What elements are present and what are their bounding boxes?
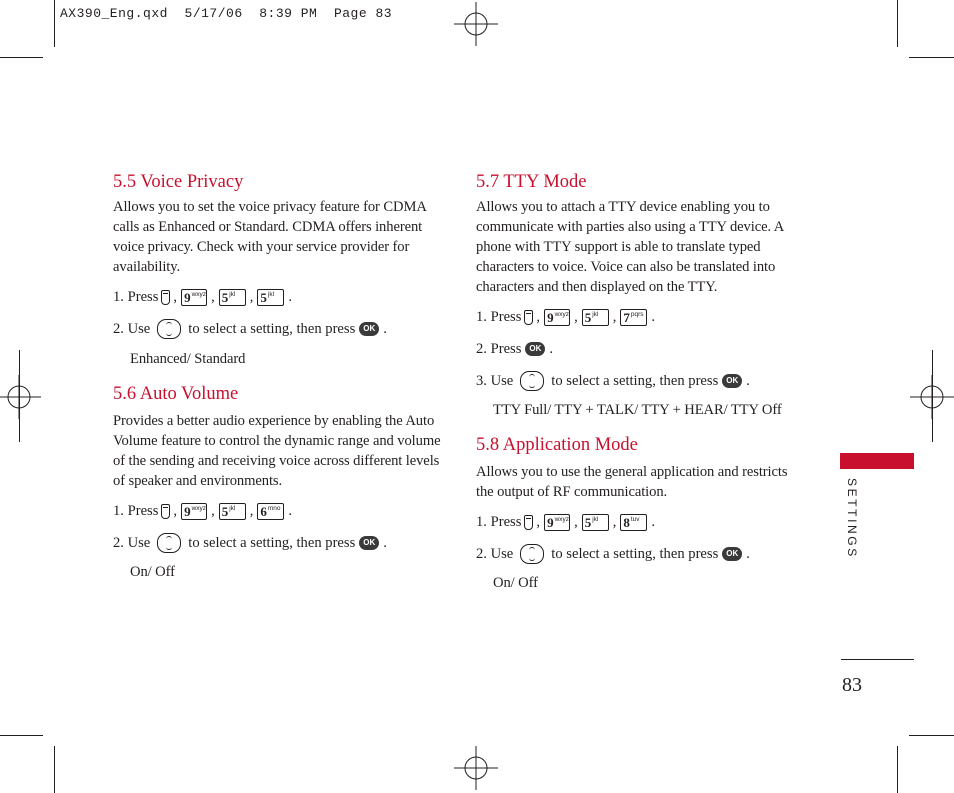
navigation-key-icon <box>157 533 181 553</box>
ok-key-icon: OK <box>359 536 379 550</box>
section-title-auto-volume: 5.6 Auto Volume <box>113 384 239 404</box>
registration-tick <box>932 350 933 442</box>
application-mode-step-2: 2. Use to select a setting, then press OK . <box>476 546 750 562</box>
crop-mark <box>897 0 898 47</box>
auto-volume-step-1: 1. Press , 9 wxyz , 5 jkl , 6 mno . <box>113 503 293 519</box>
key-9-icon: 9 wxyz <box>181 503 207 520</box>
left-column <box>113 170 443 582</box>
registration-tick <box>19 350 20 442</box>
registration-mark-top <box>454 2 498 46</box>
application-mode-description: Allows you to use the general application and restricts the output of RF communication. <box>476 464 788 500</box>
soft-key-icon <box>161 290 170 305</box>
step-label: 1. Press <box>476 514 522 530</box>
application-mode-step-1: 1. Press , 9 wxyz , 5 jkl , 8 tuv . <box>476 514 656 530</box>
step-label: 1. Press <box>113 289 159 305</box>
crop-mark <box>0 735 43 736</box>
step-label: 2. Press <box>476 341 522 357</box>
registration-mark-left <box>0 375 41 419</box>
navigation-key-icon <box>157 319 181 339</box>
key-9-icon: 9 wxyz <box>544 309 570 326</box>
print-slug: AX390_Eng.qxd 5/17/06 8:39 PM Page 83 <box>60 6 393 21</box>
crop-mark <box>0 57 43 58</box>
key-5-icon: 5 jkl <box>257 289 284 306</box>
application-mode-options: On/ Off <box>493 575 538 591</box>
key-8-icon: 8 tuv <box>620 514 647 531</box>
section-title-voice-privacy: 5.5 Voice Privacy <box>113 172 244 192</box>
section-title-tty-mode: 5.7 TTY Mode <box>476 172 587 192</box>
soft-key-icon <box>161 504 170 519</box>
page-number-rule <box>841 659 914 660</box>
registration-mark-bottom <box>454 746 498 790</box>
key-5-icon: 5 jkl <box>219 503 246 520</box>
tty-mode-step-1: 1. Press , 9 wxyz , 5 jkl , 7 pqrs . <box>476 309 656 325</box>
navigation-key-icon <box>520 371 544 391</box>
ok-key-icon: OK <box>722 374 742 388</box>
key-5-icon: 5 jkl <box>582 514 609 531</box>
step-label: 2. Use <box>113 535 151 551</box>
tty-mode-step-2: 2. Press OK . <box>476 341 554 357</box>
crop-mark <box>54 746 55 793</box>
crop-mark <box>909 57 954 58</box>
crop-mark <box>54 0 55 47</box>
navigation-key-icon <box>520 544 544 564</box>
tty-mode-options: TTY Full/ TTY + TALK/ TTY + HEAR/ TTY Off <box>493 402 782 418</box>
key-9-icon: 9 wxyz <box>181 289 207 306</box>
step-label: 3. Use <box>476 373 514 389</box>
auto-volume-step-2: 2. Use to select a setting, then press OK . <box>113 535 387 551</box>
voice-privacy-options: Enhanced/ Standard <box>130 351 246 367</box>
step-text: to select a setting, then press <box>188 321 356 337</box>
soft-key-icon <box>524 515 533 530</box>
voice-privacy-step-1: 1. Press , 9 wxyz , 5 jkl , 5 jkl . <box>113 289 293 305</box>
soft-key-icon <box>524 310 533 325</box>
ok-key-icon: OK <box>722 547 742 561</box>
crop-mark <box>909 735 954 736</box>
tty-mode-step-3: 3. Use to select a setting, then press OK . <box>476 373 750 389</box>
ok-key-icon: OK <box>359 322 379 336</box>
key-9-icon: 9 wxyz <box>544 514 570 531</box>
step-text: to select a setting, then press <box>188 535 356 551</box>
auto-volume-options: On/ Off <box>130 564 175 580</box>
key-7-icon: 7 pqrs <box>620 309 647 326</box>
chapter-label: SETTINGS <box>845 478 859 559</box>
voice-privacy-description: Allows you to set the voice privacy feature for CDMA calls as Enhanced or Standard. CDMA offers inherent voice privacy. Check with your service provider for availability. <box>113 199 426 275</box>
section-title-application-mode: 5.8 Application Mode <box>476 435 638 455</box>
key-5-icon: 5 jkl <box>219 289 246 306</box>
voice-privacy-step-2: 2. Use to select a setting, then press OK . <box>113 321 387 337</box>
chapter-tab <box>840 453 914 469</box>
key-5-icon: 5 jkl <box>582 309 609 326</box>
step-label: 2. Use <box>113 321 151 337</box>
key-6-icon: 6 mno <box>257 503 284 520</box>
page-number: 83 <box>842 674 862 696</box>
right-column <box>476 170 806 593</box>
step-label: 1. Press <box>476 309 522 325</box>
auto-volume-description: Provides a better audio experience by enabling the Auto Volume feature to control the dynamic range and volume of the sending and receiving voice across different levels of speaker and environments. <box>113 413 441 489</box>
step-label: 2. Use <box>476 546 514 562</box>
step-text: to select a setting, then press <box>551 546 719 562</box>
crop-mark <box>897 746 898 793</box>
ok-key-icon: OK <box>525 342 545 356</box>
step-label: 1. Press <box>113 503 159 519</box>
step-text: to select a setting, then press <box>551 373 719 389</box>
tty-mode-description: Allows you to attach a TTY device enabling you to communicate with parties also using a TTY device. A phone with TTY support is able to translate typed characters to voice. Voice can also be translated into characters and then displayed on the TTY. <box>476 199 784 295</box>
